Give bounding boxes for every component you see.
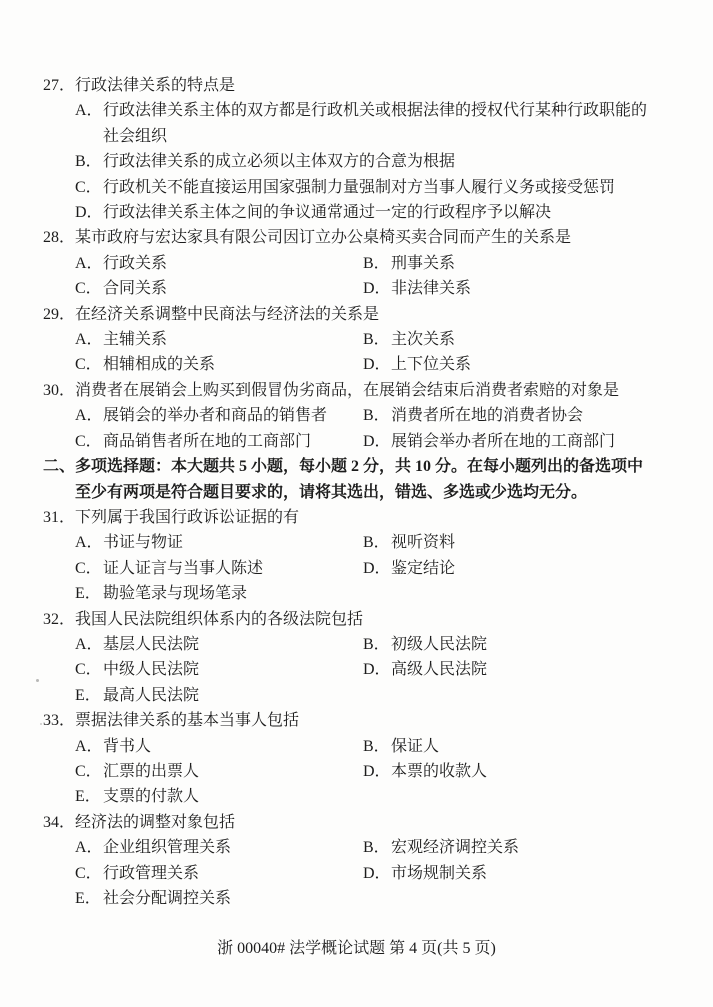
option-label: D． [363,432,391,450]
option-text: 消费者所在地的消费者协会 [391,407,584,425]
option-row [75,759,655,784]
option-label: A． [75,635,103,653]
option-34b [363,835,655,860]
option-row [75,429,655,454]
option-row [75,327,655,352]
scan-speck [40,723,42,725]
option-31a [75,530,363,555]
question-32 [43,607,655,709]
option-label: E． [75,585,101,603]
section-instructions: 多项选择题：本大题共 5 小题，每小题 2 分，共 10 分。在每小题列出的备选项中至少有两项是符合题目要求的，请将其选出，错选、多选或少选均无分。 [75,458,644,501]
option-text: 最高人民法院 [103,686,200,704]
option-34c [75,861,363,886]
option-34a [75,835,363,860]
option-label: B． [363,331,390,349]
option-text: 行政关系 [103,254,168,272]
option-33c [75,759,363,784]
question-number: 28． [43,229,76,247]
section-number: 二、 [43,458,76,476]
option-29b [363,327,655,352]
option-text: 非法律关系 [391,280,472,298]
option-text: 汇票的出票人 [103,762,200,780]
option-label: E． [75,890,101,907]
option-label: A． [75,102,103,120]
option-34e [75,886,655,911]
option-label: D． [363,864,391,882]
question-30 [43,378,655,454]
option-label: D． [363,559,391,577]
option-text: 行政管理关系 [103,864,200,882]
question-stem: 我国人民法院组织体系内的各级法院包括 [75,610,364,628]
option-label: A． [75,534,103,552]
option-label: B． [363,635,390,653]
option-text: 勘验笔录与现场笔录 [103,585,248,603]
question-33 [43,708,655,810]
option-text: 书证与物证 [103,534,184,552]
option-text: 基层人民法院 [103,635,200,653]
option-28b [363,251,655,276]
option-text: 背书人 [103,737,152,755]
question-stem: 票据法律关系的基本当事人包括 [75,712,300,730]
option-label: A． [75,331,103,349]
option-text: 展销会的举办者和商品的销售者 [103,407,328,425]
option-label: C． [75,661,102,679]
question-stem: 在经济关系调整中民商法与经济法的关系是 [75,305,380,323]
option-label: C． [75,280,102,298]
option-text: 宏观经济调控关系 [391,839,520,857]
option-34d [363,861,655,886]
option-30d [363,429,655,454]
option-text: 保证人 [391,737,440,755]
question-34 [43,810,655,912]
option-label: C． [75,178,102,196]
option-text: 行政法律关系主体之间的争议通常通过一定的行政程序予以解决 [103,204,552,222]
question-number: 27． [43,77,76,94]
option-33a [75,734,363,759]
option-31d [363,556,655,581]
scan-speck [36,679,39,682]
option-29c [75,352,363,377]
option-text: 行政法律关系主体的双方都是行政机关或根据法律的授权代行某种行政职能的社会组织 [103,102,648,145]
option-row [75,530,655,555]
option-row [75,861,655,886]
option-text: 社会分配调控关系 [103,890,232,907]
option-text: 行政法律关系的成立必须以主体双方的合意为根据 [103,153,456,171]
option-label: D． [363,280,391,298]
question-number: 32． [43,610,76,628]
option-label: D． [75,204,103,222]
question-29 [43,302,655,378]
page-footer: 浙 00040# 法学概论试题 第 4 页(共 5 页) [217,940,496,957]
option-label: B． [75,153,102,171]
option-27d [75,200,655,225]
question-31 [43,505,655,607]
option-32b [363,632,655,657]
option-label: E． [75,686,101,704]
question-number: 29． [43,305,76,323]
option-label: B． [363,737,390,755]
option-30a [75,403,363,428]
option-row [75,632,655,657]
option-row [75,352,655,377]
option-33e [75,784,655,809]
option-label: B． [363,534,390,552]
option-32d [363,657,655,682]
option-text: 主辅关系 [103,331,168,349]
option-31e [75,581,655,606]
option-row [75,403,655,428]
option-27b [75,149,655,174]
option-text: 市场规制关系 [391,864,488,882]
question-stem: 行政法律关系的特点是 [75,77,236,94]
option-row [75,734,655,759]
question-number: 30． [43,381,76,399]
option-text: 商品销售者所在地的工商部门 [103,432,312,450]
option-row [75,657,655,682]
option-30b [363,403,655,428]
option-text: 上下位关系 [391,356,472,374]
option-28c [75,276,363,301]
option-label: A． [75,839,103,857]
option-label: B． [363,407,390,425]
option-text: 相辅相成的关系 [103,356,216,374]
question-stem: 某市政府与宏达家具有限公司因订立办公桌椅买卖合同而产生的关系是 [75,229,572,247]
option-text: 行政机关不能直接运用国家强制力量强制对方当事人履行义务或接受惩罚 [103,178,616,196]
question-number: 31． [43,508,76,526]
option-32e [75,683,655,708]
option-row [75,276,655,301]
option-row [75,556,655,581]
question-stem: 经济法的调整对象包括 [75,813,236,831]
option-label: D． [363,356,391,374]
option-text: 视听资料 [391,534,456,552]
question-number: 33． [43,712,76,730]
option-label: C． [75,432,102,450]
option-32a [75,632,363,657]
question-number: 34． [43,813,76,831]
option-row [75,835,655,860]
option-text: 鉴定结论 [391,559,456,577]
option-label: A． [75,254,103,272]
option-label: C． [75,762,102,780]
option-text: 高级人民法院 [391,661,488,679]
option-28d [363,276,655,301]
option-27c [75,175,655,200]
option-text: 初级人民法院 [391,635,488,653]
option-label: A． [75,737,103,755]
option-text: 刑事关系 [391,254,456,272]
option-31c [75,556,363,581]
option-row [75,251,655,276]
option-text: 证人证言与当事人陈述 [103,559,264,577]
option-text: 合同关系 [103,280,168,298]
option-label: B． [363,254,390,272]
question-27 [43,73,655,225]
option-label: D． [363,661,391,679]
option-label: B． [363,839,390,857]
option-29d [363,352,655,377]
option-text: 主次关系 [391,331,456,349]
option-32c [75,657,363,682]
question-stem: 下列属于我国行政诉讼证据的有 [75,508,300,526]
option-30c [75,429,363,454]
option-27a [75,98,655,149]
option-28a [75,251,363,276]
option-label: C． [75,864,102,882]
option-label: C． [75,559,102,577]
option-text: 中级人民法院 [103,661,200,679]
option-label: E． [75,788,101,806]
section-2-header [43,454,655,505]
option-31b [363,530,655,555]
question-stem: 消费者在展销会上购买到假冒伪劣商品，在展销会结束后消费者索赔的对象是 [75,381,620,399]
option-text: 企业组织管理关系 [103,839,232,857]
option-label: A． [75,407,103,425]
option-text: 支票的付款人 [103,788,200,806]
option-29a [75,327,363,352]
option-label: C． [75,356,102,374]
option-text: 展销会举办者所在地的工商部门 [391,432,616,450]
option-33b [363,734,655,759]
option-text: 本票的收款人 [391,762,488,780]
option-33d [363,759,655,784]
option-label: D． [363,762,391,780]
question-28 [43,225,655,301]
